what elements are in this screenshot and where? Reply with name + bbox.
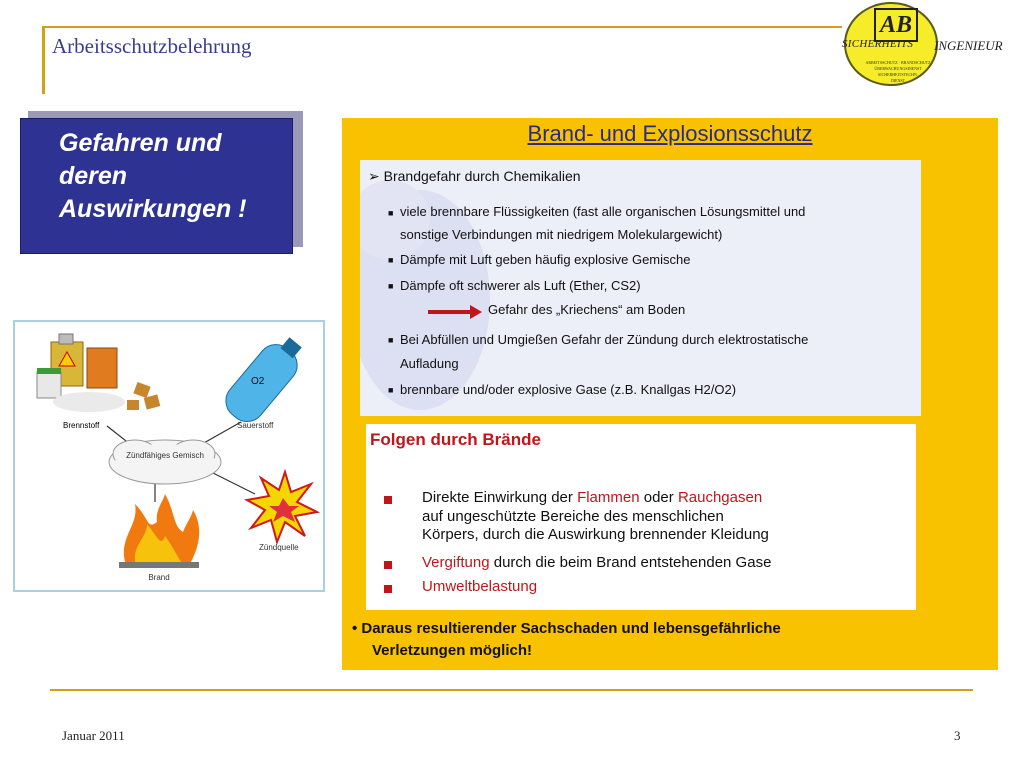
box2-item-2 <box>422 554 771 572</box>
text-rauchgasen: Rauchgasen <box>677 489 763 506</box>
text-flammen: Flammen <box>577 489 640 506</box>
topic-box <box>20 118 293 254</box>
box1-heading: ➢ Brandgefahr durch Chemikalien <box>368 168 581 184</box>
text-run: durch die beim Brand entstehenden Gase <box>489 554 772 571</box>
ground-bar <box>119 562 199 568</box>
box1-item-1b: sonstige Verbindungen mit niedrigem Molekulargewicht) <box>400 227 723 242</box>
logo <box>838 0 1024 86</box>
box1-item-1: viele brennbare Flüssigkeiten (fast alle organischen Lösungsmittel und <box>400 204 806 219</box>
text-run: Direkte Einwirkung der <box>422 489 578 506</box>
o2-label: O2 <box>251 376 265 387</box>
square-bullet-icon <box>384 496 392 504</box>
logo-word-ingenieur: INGENIEUR <box>934 38 1003 53</box>
panel-title-text: Brand- und Explosionsschutz <box>527 121 813 146</box>
footer-rule <box>50 689 973 691</box>
fire-consequences-box <box>366 424 916 610</box>
label-brand: Brand <box>148 573 170 582</box>
box2-heading: Folgen durch Brände <box>370 430 541 449</box>
arrow-head-icon <box>470 305 482 319</box>
logo-line-4: DIENST <box>890 78 906 83</box>
square-bullet-icon <box>384 585 392 593</box>
arrow-ignition <box>207 470 255 494</box>
box2-item-1-line3: Körpers, durch die Auswirkung brennender Kleidung <box>422 526 769 543</box>
note-line-2: Verletzungen möglich! <box>372 642 533 659</box>
box1-item-4: Bei Abfüllen und Umgießen Gefahr der Zündung durch elektrostatische <box>400 332 809 347</box>
fuel-jar-icon <box>37 372 61 398</box>
box2-item-3: Umweltbelastung <box>422 578 538 595</box>
text-run: oder <box>639 489 678 506</box>
content-panel <box>342 118 998 670</box>
label-cloud: Zündfähiges Gemisch <box>126 451 204 460</box>
note-line-1: • Daraus resultierender Sachschaden und lebensgefährliche <box>352 620 781 637</box>
page-number: 3 <box>954 728 961 743</box>
logo-word-sicherheits: SICHERHEITS <box>842 38 914 50</box>
header-vertical-rule <box>42 26 45 94</box>
footer-date: Januar 2011 <box>62 728 125 743</box>
box1-item-3: Dämpfe oft schwerer als Luft (Ether, CS2) <box>400 278 641 293</box>
box2-item-1-line2: auf ungeschützte Bereiche des menschlichen <box>422 508 724 525</box>
bullet-icon: ■ <box>388 335 394 345</box>
bullet-icon: ■ <box>388 385 394 395</box>
logo-line-2: ÜBERWACHUNGSDIENST <box>874 66 922 71</box>
chemical-hazards-box <box>360 160 921 416</box>
fuel-box-icon <box>87 348 117 388</box>
consequence-note <box>352 618 992 662</box>
box1-heading-text: Brandgefahr durch Chemikalien <box>383 168 581 184</box>
cloud-icon <box>109 440 221 484</box>
square-bullet-icon <box>384 561 392 569</box>
arrow-icon <box>428 310 472 314</box>
box1-arrow-text: Gefahr des „Kriechens“ am Boden <box>488 302 686 317</box>
box1-item-5: brennbare und/oder explosive Gase (z.B. Knallgas H2/O2) <box>400 382 737 397</box>
box2-item-1 <box>422 489 762 507</box>
bullet-icon: ■ <box>388 281 394 291</box>
flame-icon <box>124 494 199 562</box>
label-brennstoff: Brennstoff <box>63 421 100 430</box>
logo-line-3: SICHERHEITSTECHN. <box>878 72 918 77</box>
bullet-icon: ■ <box>388 255 394 265</box>
header-horizontal-rule <box>42 26 842 28</box>
text-vergiftung: Vergiftung <box>422 554 490 571</box>
logo-letters: AB <box>874 8 918 42</box>
slide-title: Arbeitsschutzbelehrung <box>52 34 252 58</box>
box1-item-2: Dämpfe mit Luft geben häufig explosive Gemische <box>400 252 691 267</box>
logo-line-1: ARBEITSSCHUTZ · BRANDSCHUTZ <box>865 60 931 65</box>
fire-triangle-diagram <box>13 320 325 592</box>
label-zuendquelle: Zündquelle <box>259 543 299 552</box>
panel-title <box>342 121 998 147</box>
diagram-graphic <box>15 322 323 590</box>
topic-text: Gefahren und deren Auswirkungen ! <box>59 129 247 223</box>
bullet-icon: ■ <box>388 208 394 218</box>
box1-item-4b: Aufladung <box>400 356 459 371</box>
label-sauerstoff: Sauerstoff <box>237 421 274 430</box>
oxygen-cylinder-icon <box>219 330 311 429</box>
